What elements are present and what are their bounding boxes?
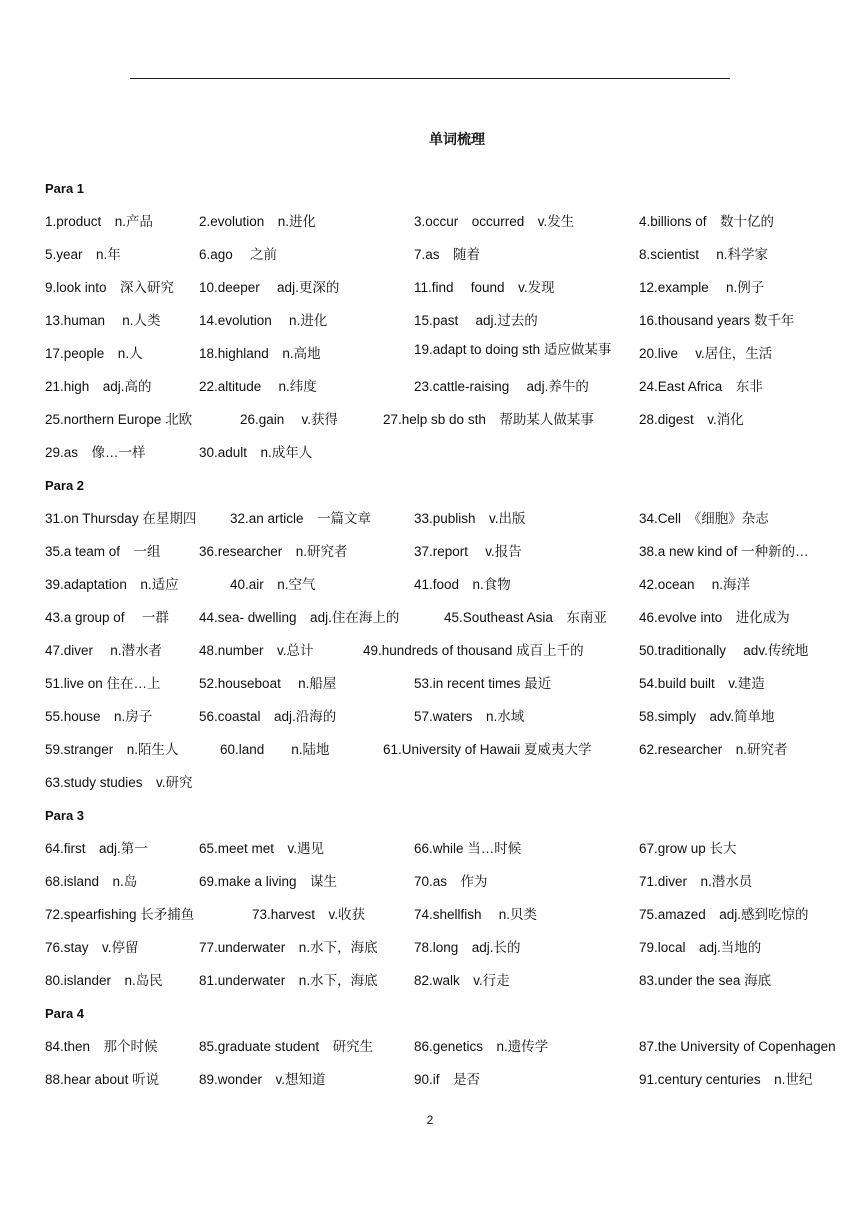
vocab-row (45, 205, 855, 238)
vocab-entry: 65.meet met v.遇见 (199, 841, 325, 856)
vocab-entry: 9.look into 深入研究 (45, 280, 175, 295)
vocab-entry: 19.adapt to doing sth 适应做某事 (414, 342, 612, 357)
vocab-entry: 84.then 那个时候 (45, 1039, 158, 1054)
vocab-entry: 64.first adj.第一 (45, 841, 148, 856)
vocab-entry: 7.as 随着 (414, 247, 481, 262)
vocab-row (45, 337, 855, 370)
vocab-entry: 59.stranger n.陌生人 (45, 742, 179, 757)
vocab-entry: 89.wonder v.想知道 (199, 1072, 326, 1087)
vocab-row (45, 766, 855, 799)
vocab-entry: 36.researcher n.研究者 (199, 544, 348, 559)
vocab-row (45, 271, 855, 304)
vocab-entry: 44.sea- dwelling adj.住在海上的 (199, 610, 400, 625)
vocab-entry: 45.Southeast Asia 东南亚 (444, 610, 607, 625)
vocab-row (45, 634, 855, 667)
vocab-row (45, 865, 855, 898)
vocab-entry: 34.Cell 《细胞》杂志 (639, 511, 769, 526)
vocab-row (45, 1063, 855, 1096)
vocab-entry: 55.house n.房子 (45, 709, 153, 724)
section-heading: Para 1 (45, 181, 85, 196)
vocab-entry: 25.northern Europe 北欧 (45, 412, 193, 427)
vocab-entry: 5.year n.年 (45, 247, 121, 262)
vocab-entry: 17.people n.人 (45, 346, 143, 361)
vocab-entry: 21.high adj.高的 (45, 379, 152, 394)
vocab-entry: 57.waters n.水域 (414, 709, 525, 724)
vocab-entry: 91.century centuries n.世纪 (639, 1072, 813, 1087)
vocab-entry: 66.while 当…时候 (414, 841, 522, 856)
vocab-entry: 74.shellfish n.贝类 (414, 907, 538, 922)
vocab-row (45, 535, 855, 568)
vocab-entry: 88.hear about 听说 (45, 1072, 160, 1087)
vocab-entry: 16.thousand years 数千年 (639, 313, 795, 328)
vocab-row (45, 733, 855, 766)
vocab-row (45, 238, 855, 271)
vocab-entry: 48.number v.总计 (199, 643, 314, 658)
vocab-row (45, 931, 855, 964)
vocab-entry: 77.underwater n.水下，海底 (199, 940, 378, 955)
vocab-entry: 81.underwater n.水下，海底 (199, 973, 378, 988)
vocab-entry: 11.find found v.发现 (414, 280, 555, 295)
vocab-entry: 69.make a living 谋生 (199, 874, 338, 889)
vocab-entry: 71.diver n.潜水员 (639, 874, 753, 889)
vocab-entry: 18.highland n.高地 (199, 346, 321, 361)
vocab-entry: 3.occur occurred v.发生 (414, 214, 575, 229)
vocab-entry: 41.food n.食物 (414, 577, 511, 592)
vocab-entry: 30.adult n.成年人 (199, 445, 313, 460)
vocab-entry: 23.cattle-raising adj.养牛的 (414, 379, 589, 394)
vocab-entry: 73.harvest v.收获 (252, 907, 366, 922)
vocab-entry: 86.genetics n.遗传学 (414, 1039, 549, 1054)
vocab-entry: 37.report v.报告 (414, 544, 522, 559)
vocab-entry: 13.human n.人类 (45, 313, 161, 328)
vocab-entry: 85.graduate student 研究生 (199, 1039, 374, 1054)
vocab-entry: 32.an article 一篇文章 (230, 511, 372, 526)
vocab-entry: 38.a new kind of 一种新的… (639, 544, 809, 559)
vocab-row (45, 502, 855, 535)
vocab-entry: 4.billions of 数十亿的 (639, 214, 775, 229)
vocab-entry: 90.if 是否 (414, 1072, 481, 1087)
vocab-entry: 83.under the sea 海底 (639, 973, 772, 988)
section-heading: Para 2 (45, 478, 85, 493)
vocab-row (45, 1030, 855, 1063)
vocab-entry: 40.air n.空气 (230, 577, 316, 592)
vocab-entry: 10.deeper adj.更深的 (199, 280, 340, 295)
vocab-entry: 15.past adj.过去的 (414, 313, 538, 328)
vocab-entry: 49.hundreds of thousand 成百上千的 (363, 643, 584, 658)
vocab-entry: 6.ago 之前 (199, 247, 278, 262)
vocab-entry: 28.digest v.消化 (639, 412, 744, 427)
vocab-entry: 68.island n.岛 (45, 874, 138, 889)
vocab-row (45, 304, 855, 337)
vocab-row (45, 370, 855, 403)
vocab-entry: 24.East Africa 东非 (639, 379, 763, 394)
vocab-entry: 14.evolution n.进化 (199, 313, 328, 328)
page-number: 2 (426, 1113, 434, 1127)
vocab-entry: 82.walk v.行走 (414, 973, 510, 988)
vocab-entry: 33.publish v.出版 (414, 511, 526, 526)
vocab-entry: 79.local adj.当地的 (639, 940, 762, 955)
vocab-row (45, 700, 855, 733)
vocab-entry: 58.simply adv.简单地 (639, 709, 775, 724)
vocab-row (45, 832, 855, 865)
vocab-entry: 20.live v.居住，生活 (639, 346, 773, 361)
vocab-entry: 72.spearfishing 长矛捕鱼 (45, 907, 195, 922)
section-heading: Para 3 (45, 808, 85, 823)
vocab-entry: 56.coastal adj.沿海的 (199, 709, 337, 724)
vocab-row (45, 898, 855, 931)
vocab-entry: 67.grow up 长大 (639, 841, 737, 856)
vocab-entry: 26.gain v.获得 (240, 412, 339, 427)
vocab-entry: 80.islander n.岛民 (45, 973, 163, 988)
vocab-entry: 27.help sb do sth 帮助某人做某事 (383, 412, 594, 427)
vocab-entry: 2.evolution n.进化 (199, 214, 317, 229)
vocab-row (45, 964, 855, 997)
vocab-row (45, 601, 855, 634)
vocab-entry: 63.study studies v.研究 (45, 775, 193, 790)
vocab-entry: 47.diver n.潜水者 (45, 643, 163, 658)
vocab-row (45, 667, 855, 700)
vocab-entry: 42.ocean n.海洋 (639, 577, 751, 592)
page-title: 单词梳理 (429, 131, 485, 147)
vocabulary-list (45, 172, 855, 1096)
vocab-row (45, 568, 855, 601)
vocab-entry: 39.adaptation n.适应 (45, 577, 179, 592)
vocab-entry: 78.long adj.长的 (414, 940, 521, 955)
vocab-entry: 43.a group of 一群 (45, 610, 169, 625)
vocab-entry: 35.a team of 一组 (45, 544, 161, 559)
vocab-entry: 61.University of Hawaii 夏威夷大学 (383, 742, 592, 757)
vocab-entry: 52.houseboat n.船屋 (199, 676, 337, 691)
vocab-entry: 46.evolve into 进化成为 (639, 610, 790, 625)
vocab-entry: 8.scientist n.科学家 (639, 247, 769, 262)
vocab-row (45, 403, 855, 436)
vocab-entry: 50.traditionally adv.传统地 (639, 643, 809, 658)
vocab-entry: 31.on Thursday 在星期四 (45, 511, 197, 526)
vocab-entry: 51.live on 住在…上 (45, 676, 161, 691)
vocab-entry: 54.build built v.建造 (639, 676, 765, 691)
vocab-entry: 70.as 作为 (414, 874, 488, 889)
vocab-entry: 1.product n.产品 (45, 214, 154, 229)
vocab-entry: 75.amazed adj.感到吃惊的 (639, 907, 809, 922)
vocab-entry: 12.example n.例子 (639, 280, 765, 295)
vocab-entry: 87.the University of Copenhagen (639, 1039, 836, 1054)
section-heading: Para 4 (45, 1006, 85, 1021)
vocab-row (45, 436, 855, 469)
vocab-entry: 62.researcher n.研究者 (639, 742, 788, 757)
vocab-entry: 60.land n.陆地 (220, 742, 330, 757)
vocab-entry: 53.in recent times 最近 (414, 676, 552, 691)
vocab-entry: 29.as 像…一样 (45, 445, 146, 460)
vocab-entry: 76.stay v.停留 (45, 940, 139, 955)
header-rule (130, 78, 730, 79)
vocab-entry: 22.altitude n.纬度 (199, 379, 317, 394)
